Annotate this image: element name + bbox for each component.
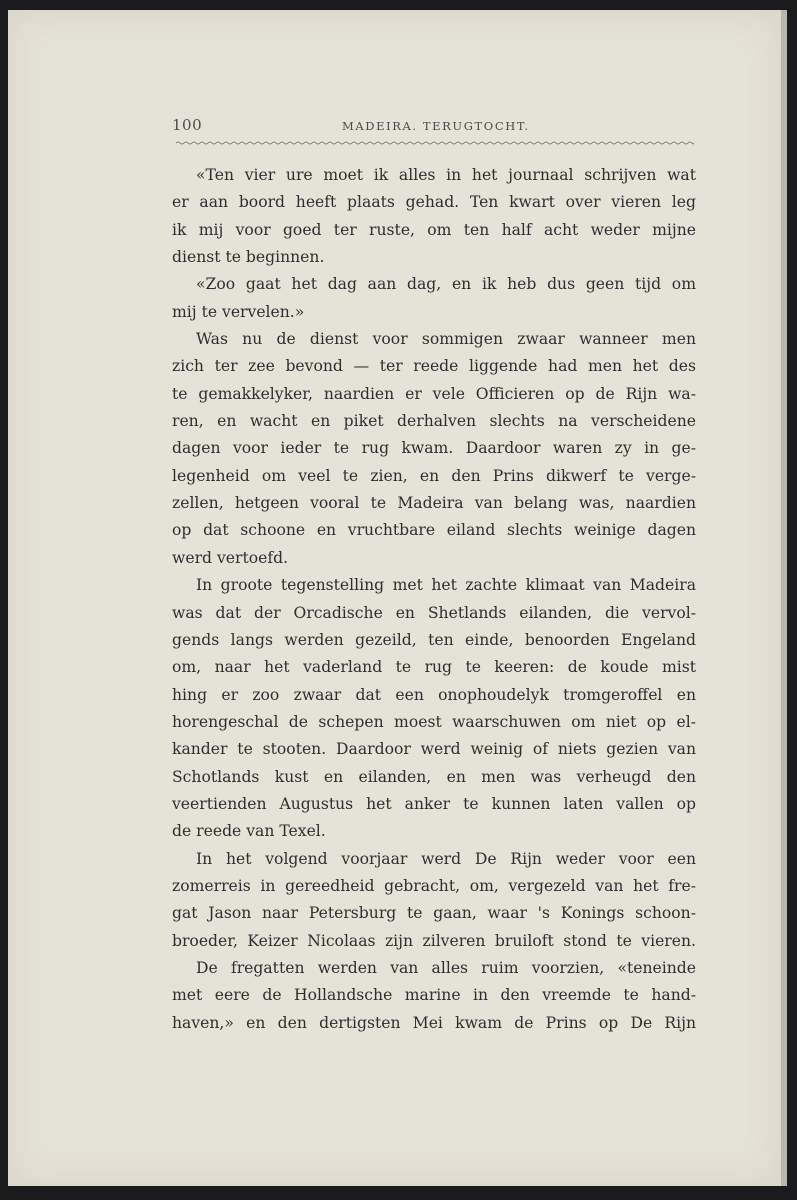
text-line: In het volgend voorjaar werd De Rijn weder voor een bbox=[196, 849, 696, 868]
text-line: «Ten vier ure moet ik alles in het journaal schrijven wat bbox=[196, 166, 696, 184]
text-line: zich ter zee bevond — ter reede liggende had men het des bbox=[172, 357, 696, 376]
text-line: kander te stooten. Daardoor werd weinig of niets gezien van bbox=[172, 740, 696, 759]
text-line: zellen, hetgeen vooral te Madeira van belang was, naardien bbox=[172, 494, 696, 513]
text-line: er aan boord heeft plaats gehad. Ten kwart over vieren leg bbox=[172, 193, 696, 212]
text-line: gends langs werden gezeild, ten einde, benoorden Engeland bbox=[172, 630, 696, 649]
text-line: De fregatten werden van alles ruim voorzien, «teneinde bbox=[196, 958, 696, 977]
text-line: was dat der Orcadische en Shetlands eilanden, die vervol- bbox=[172, 603, 696, 622]
text-line: dagen voor ieder te rug kwam. Daardoor waren zy in ge- bbox=[172, 439, 696, 458]
text-line: mij te vervelen.» bbox=[172, 302, 305, 321]
page-header bbox=[172, 116, 694, 138]
text-line: te gemakkelyker, naardien er vele Officieren op de Rijn wa- bbox=[172, 384, 696, 403]
text-line: Was nu de dienst voor sommigen zwaar wanneer men bbox=[196, 330, 696, 349]
text-line: In groote tegenstelling met het zachte klimaat van Madeira bbox=[196, 576, 696, 595]
text-line: horengeschal de schepen moest waarschuwen om niet op el- bbox=[172, 712, 696, 731]
text-line: op dat schoone en vruchtbare eiland slechts weinige dagen bbox=[172, 521, 696, 540]
text-line: dienst te beginnen. bbox=[172, 248, 325, 267]
text-line: ik mij voor goed ter ruste, om ten half acht weder mijne bbox=[172, 220, 696, 239]
text-line: veertienden Augustus het anker te kunnen laten vallen op bbox=[172, 794, 696, 813]
page-edge bbox=[781, 10, 787, 1186]
text-line: zomerreis in gereedheid gebracht, om, vergezeld van het fre- bbox=[172, 876, 696, 895]
running-head: MADEIRA. TERUGTOCHT. bbox=[342, 119, 530, 133]
text-line: broeder, Keizer Nicolaas zijn zilveren bruiloft stond te vieren. bbox=[172, 931, 696, 950]
text-line: haven,» en den dertigsten Mei kwam de Prins op De Rijn bbox=[172, 1013, 696, 1032]
text-line: werd vertoefd. bbox=[172, 548, 289, 567]
text-line: Schotlands kust en eilanden, en men was verheugd den bbox=[172, 767, 696, 786]
text-line: om, naar het vaderland te rug te keeren: de koude mist bbox=[172, 658, 696, 677]
text-line: de reede van Texel. bbox=[172, 822, 326, 841]
text-line: ren, en wacht en piket derhalven slechts na verscheidene bbox=[172, 412, 696, 431]
header-ornamental-rule bbox=[176, 141, 694, 145]
body-text bbox=[172, 162, 696, 1037]
text-line: «Zoo gaat het dag aan dag, en ik heb dus geen tijd om bbox=[196, 275, 696, 294]
text-line: legenheid om veel te zien, en den Prins dikwerf te verge- bbox=[172, 466, 696, 485]
page-number: 100 bbox=[172, 116, 203, 134]
text-line: hing er zoo zwaar dat een onophoudelyk tromgeroffel en bbox=[172, 685, 696, 704]
text-line: gat Jason naar Petersburg te gaan, waar 's Konings schoon- bbox=[172, 904, 696, 923]
text-line: met eere de Hollandsche marine in den vreemde te hand- bbox=[172, 986, 696, 1005]
